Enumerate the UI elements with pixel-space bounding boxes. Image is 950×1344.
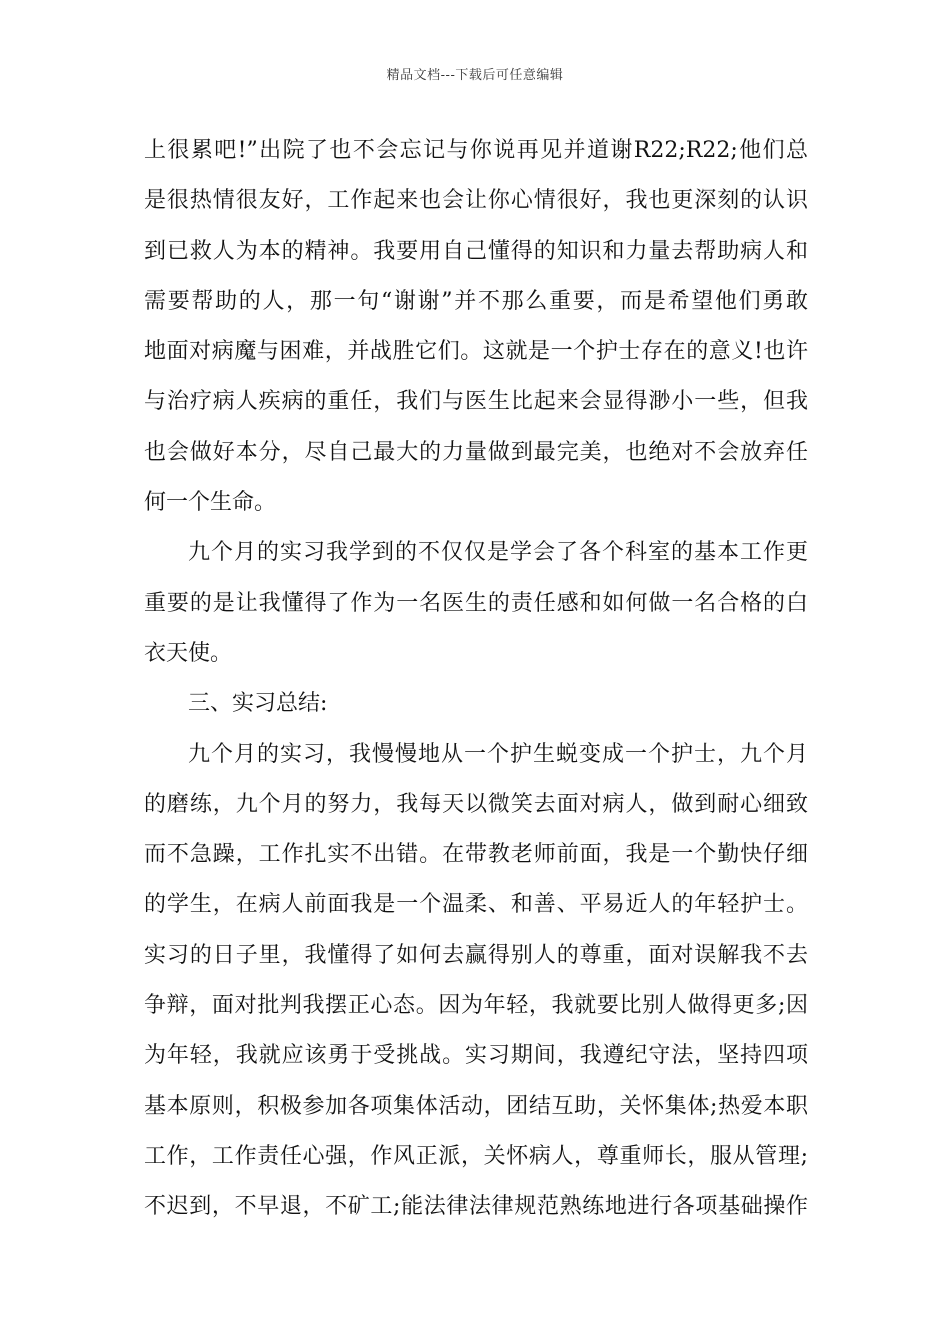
section-heading: 三、实习总结: bbox=[188, 691, 328, 717]
text-line: 需要帮助的人，那一句“谢谢”并不那么重要，而是希望他们勇敢 bbox=[144, 288, 808, 314]
text-line: 不迟到，不早退，不矿工;能法律法律规范熟练地进行各项基础操作 bbox=[144, 1194, 808, 1220]
text-line: 基本原则，积极参加各项集体活动，团结互助，关怀集体;热爱本职 bbox=[144, 1093, 808, 1119]
text-line: 何一个生命。 bbox=[144, 490, 277, 516]
text-line: 地面对病魔与困难，并战胜它们。这就是一个护士存在的意义!也许 bbox=[144, 339, 808, 365]
text-line: 是很热情很友好，工作起来也会让你心情很好，我也更深刻的认识 bbox=[144, 188, 808, 214]
text-line: 工作，工作责任心强，作风正派，关怀病人，尊重师长，服从管理; bbox=[144, 1143, 808, 1169]
text-line: 上很累吧!”出院了也不会忘记与你说再见并道谢R22;R22;他们总 bbox=[144, 138, 808, 163]
body-text bbox=[144, 126, 808, 1233]
text-line: 到已救人为本的精神。我要用自己懂得的知识和力量去帮助病人和 bbox=[144, 238, 808, 264]
text-line: 实习的日子里，我懂得了如何去赢得别人的尊重，面对误解我不去 bbox=[144, 942, 808, 968]
text-line: 的学生，在病人前面我是一个温柔、和善、平易近人的年轻护士。 bbox=[144, 892, 808, 918]
paragraph-first-line: 九个月的实习我学到的不仅仅是学会了各个科室的基本工作更 bbox=[188, 540, 808, 566]
text-line: 而不急躁，工作扎实不出错。在带教老师前面，我是一个勤快仔细 bbox=[144, 842, 808, 868]
text-line: 争辩，面对批判我摆正心态。因为年轻，我就要比别人做得更多;因 bbox=[144, 993, 808, 1019]
text-line: 也会做好本分，尽自己最大的力量做到最完美，也绝对不会放弃任 bbox=[144, 439, 808, 465]
text-line: 的磨练，九个月的努力，我每天以微笑去面对病人，做到耐心细致 bbox=[144, 791, 808, 817]
text-line: 衣天使。 bbox=[144, 640, 233, 666]
page-header: 精品文档---下载后可任意编辑 bbox=[386, 68, 564, 83]
text-line: 与治疗病人疾病的重任，我们与医生比起来会显得渺小一些，但我 bbox=[144, 389, 808, 415]
text-line: 重要的是让我懂得了作为一名医生的责任感和如何做一名合格的白 bbox=[144, 590, 808, 616]
text-line: 为年轻，我就应该勇于受挑战。实习期间，我遵纪守法，坚持四项 bbox=[144, 1043, 808, 1069]
paragraph-first-line: 九个月的实习，我慢慢地从一个护生蜕变成一个护士，九个月 bbox=[188, 741, 808, 767]
